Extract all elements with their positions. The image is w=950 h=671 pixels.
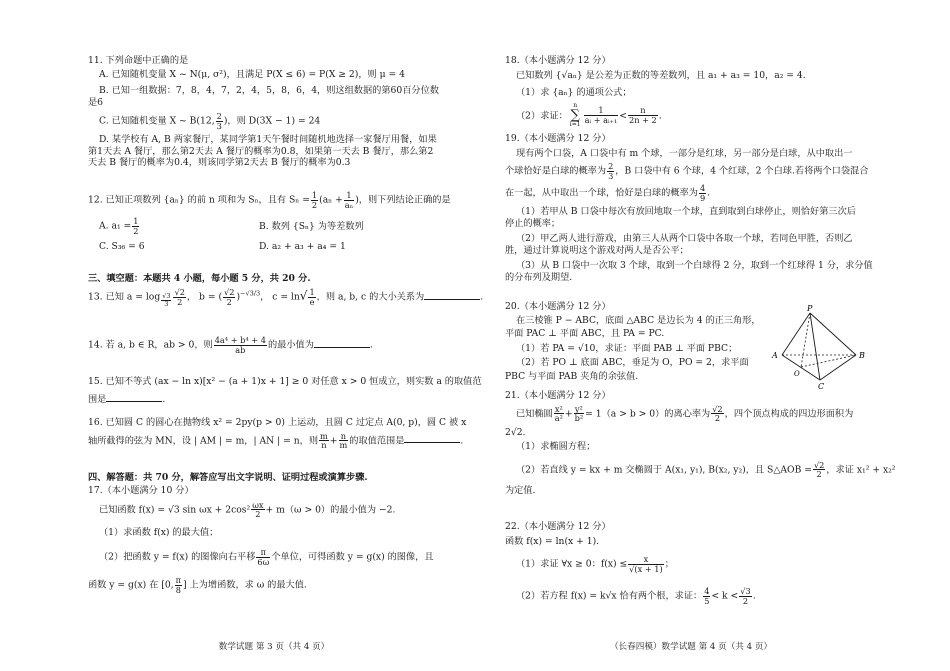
q12-option-a [99,217,259,235]
q17-head: 17.（本小题满分 10 分） [88,485,194,496]
q11-stem: 11. 下列命题中正确的是 [88,55,189,66]
q12-inv-den: aₙ [344,199,354,210]
q13-b-exp: −√3/3 [240,289,261,298]
question-14 [88,336,460,354]
q12-stem [88,191,460,209]
q13-c-den: e [309,296,315,307]
q21-p2-pre: （2）若直线 y = kx + m 交椭圆于 A(x₁, y₁), B(x₂, y₂)，且 S△AOB = [516,464,812,476]
q13-a-den: 2 [177,296,183,307]
left-page-footer: 数学试题 第 3 页（共 4 页） [218,642,330,652]
q21-e-num: √2 [712,403,723,414]
q21-y-frac [574,405,585,423]
q11-option-a: A. 已知随机变量 X ~ N(μ, σ²)，且满足 P(X ≤ 6) = P(X ≥ 2)，则 μ = 4 [99,68,405,80]
q11-c-pre: C. 已知随机变量 X ~ B(12, [99,115,215,127]
q17-shift-frac [256,548,270,566]
question-12 [88,191,460,253]
q14-pre: 14. 若 a, b ∈ R，ab > 0，则 [88,339,213,351]
q20-head: 20.（本小题满分 12 分） [505,301,611,312]
q20-part2: （2）若 PO ⊥ 底面 ABC，垂足为 O，PO = 2，求平面 [516,357,749,368]
q13-answer-blank[interactable] [424,291,480,300]
q13-pre: 13. 已知 a = log [88,291,161,303]
question-21 [505,390,896,496]
q13-c-frac [308,288,315,306]
label-b: B [859,351,865,360]
q22-k1-frac [703,587,710,605]
q21-line2: 2√2. [505,426,526,438]
q16-plus: + [329,435,338,447]
q13-base-num: √3 [162,291,171,300]
q16-l2-post: 的取值范围是 [349,435,405,447]
q13-c-pre: ， c = ln [260,291,300,303]
q22-k2-frac [739,587,751,605]
q11-c-post: )，则 D(3X − 1) = 24 [223,115,321,127]
q21-l1-mid: = 1（a > b > 0）的离心率为 [585,408,711,420]
question-20 [505,301,877,391]
q11-option-d-cont2: 天去 B 餐厅的概率为0.4，则该同学第2天去 B 餐厅的概率为0.3 [88,157,351,169]
q18-sum-limits [569,103,582,129]
q11-option-b-cont: 是6 [88,96,104,108]
q12-option-d: D. a₂ + a₃ + a₄ = 1 [259,241,346,253]
q15-l2: 围是 [88,393,107,405]
q11-option-d: D. 某学校有 A, B 两家餐厅，某同学第1天午餐时间随机地选择一家餐厅用餐，如果 [99,134,437,146]
label-c: C [818,382,825,391]
q22-part1 [505,555,877,573]
q16-m-den: n [321,440,327,451]
question-15 [88,376,482,405]
q16-n-den: m [339,440,348,451]
q11-c-fraction [216,112,223,130]
q15-line1: 15. 已知不等式 (ax − ln x)[x² − (a + 1)x + 1] ≥ 0 对任意 x > 0 恒成立，则实数 a 的取值范 [88,376,482,387]
q17-p3-post: ] 上为增函数，求 ω 的最大值. [183,580,307,592]
section-4-heading: 四、解答题：共 70 分，解答应写出文字说明、证明过程或演算步骤. [88,472,368,483]
q21-y-den: b² [574,413,584,424]
q21-x-den: a² [554,413,563,424]
q14-line: 14. 若 a, b ∈ R，ab > 0，则 $\frac{\text{4a⁴ + b⁴ + 4}}{ab}$ 的最小值为 . [88,335,373,355]
q12-options-row1 [88,217,460,235]
q21-l1-post: ，四个顶点构成的四边形面积为 [724,408,854,420]
q13-b-pre: ， b = ( [186,291,223,303]
q18-sum-frac [584,106,619,124]
q17-line1 [88,501,460,519]
q19-l2-post: ，B 口袋中有 6 个球，4 个红球，2 个白球.若将两个口袋混合 [615,165,869,177]
q19-line2 [505,162,877,180]
q12-stem-mid: (aₙ + [319,194,343,206]
edge-pa [782,313,810,355]
q12-a-pre: A. a₁ = [99,220,132,232]
q17-frac-num: ωx [252,499,264,510]
q12-inv [344,191,354,209]
q22-line1: 函数 f(x) = ln(x + 1). [505,535,600,547]
q21-s-num: √2 [813,459,825,470]
q20-part1: （1）若 PA = √10，求证：平面 PAB ⊥ 平面 PBC； [516,342,738,354]
q16-l2-pre: 轴所截得的弦为 MN，设 | AM | = m，| AN | = n，则 [88,435,319,447]
q14-post: 的最小值为 [267,339,314,351]
q19-p-frac [607,162,614,180]
q20-part2-cont: PBC 与平面 PAB 夹角的余弦值. [505,370,639,382]
q16-n-num: n [339,432,349,442]
q13-b-frac [223,288,235,306]
question-17 [88,485,460,595]
q19-q-num: 4 [699,183,706,194]
q18-sum-den: aᵢ + aᵢ₊₁ [584,114,618,125]
q21-e-frac [711,405,723,423]
question-22 [505,521,877,605]
q22-head: 22.（本小题满分 12 分） [505,521,611,532]
tetrahedron-figure [770,305,874,391]
question-19 [505,133,877,283]
q19-part1: （1）若甲从 B 口袋中每次有放回地取一个球，直到取到白球停止，则恰好第三次后 [516,206,856,218]
q21-s-frac [813,461,825,479]
q15-answer-blank[interactable] [106,393,162,402]
q20-line2: 平面 PAC ⊥ 平面 ABC，且 PA = PC. [505,328,665,339]
q22-mid: < k < [711,590,739,602]
q17-int-den: 8 [175,585,181,596]
q12-a-frac [132,217,139,235]
q21-e-den: 2 [714,413,721,424]
q13-log-base [161,293,171,308]
q17-frac-den: 2 [255,509,261,520]
q19-part3-cont: 的分布列及期望. [505,271,573,283]
q18-sum-bottom: i=1 [569,120,581,128]
q19-part2-cont: 胜，通过计算说明这个游戏对两人是否公平； [505,244,689,256]
q19-l3-post: . [707,187,711,199]
q12-half-den: 2 [311,199,318,210]
q17-shift-num: π [256,548,270,558]
q16-answer-blank[interactable] [404,434,460,443]
q22-p1-pre: （1）求证 ∀x ≥ 0：f(x) ≤ [516,558,628,570]
q11-option-b: B. 已知一组数据：7，8，4，7，2，4，5，8，6，4，则这组数据的第60百分位数 [99,85,439,96]
q12-option-c: C. S₃₆ = 6 [99,241,145,253]
q21-head: 21.（本小题满分 12 分） [505,390,611,401]
q19-l3-pre: 在一起，从中取出一个球，恰好是白球的概率为 [505,187,698,199]
q20-line1: 在三棱锥 P − ABC，底面 △ABC 是边长为 4 的正三角形， [516,314,761,326]
q16-nm-frac [339,432,349,450]
q22-k1-num: 4 [704,586,710,597]
q12-half-num: 1 [311,190,318,200]
q14-answer-blank[interactable] [314,339,370,348]
q11-c-den: 3 [216,120,222,131]
q16-line1: 16. 已知圆 C 的圆心在抛物线 x² = 2py(p > 0) 上运动，且圆 C 过定点 A(0, p)，圆 C 被 x [88,417,467,428]
q13-post: ，则 a, b, c 的大小关系为 [316,291,425,303]
q19-line1: 现有两个口袋，A 口袋中有 m 个球，一部分是红球，另一部分是白球，从中取出一 [516,147,853,159]
q19-l2-pre: 个球恰好是白球的概率为 [505,165,607,177]
q13-b-num: √2 [224,287,235,297]
q22-k2-num: √3 [740,586,751,597]
q16-line2: 轴所截得的弦为 MN，设 | AM | = m，| AN | = n，则 $\frac{m}{n}$ + $\frac{n}{m}$ 的取值范围是 . [88,430,464,451]
q17-int-frac [175,576,182,594]
question-13 [88,287,484,308]
q13-a-frac [173,288,185,306]
q22-p1-frac [628,555,664,573]
q18-sum-num: 1 [584,106,619,116]
q13-base-den: 3 [164,299,169,308]
edge-ac [782,355,820,380]
q13-c-num: 1 [309,287,315,297]
q22-p1-post: ； [664,558,674,570]
q17-l1-pre: 已知函数 f(x) = √3 sin ωx + 2cos² [99,504,251,516]
q12-stem-post: )，则下列结论正确的是 [355,194,451,206]
q17-p2-post: 个单位，可得函数 y = g(x) 的图像，且 [271,551,434,563]
q17-frac [251,501,264,519]
question-18 [505,55,877,128]
q21-line1 [505,405,877,423]
q17-p3-pre: 函数 y = g(x) 在 [0, [88,580,174,592]
q11-option-d-cont1: 第1天去 A 餐厅，那么第2天去 A 餐厅的概率为0.8，如果第一天去 B 餐厅，那么第2 [88,145,434,157]
q18-rhs-den: 2n + 2 [629,114,657,125]
label-p: P [807,305,813,313]
q13-b-den: 2 [226,296,232,307]
question-16 [88,417,467,451]
label-a: A [772,351,778,360]
q21-p2-post: ，求证 x₁² + x₂² [826,464,896,476]
q12-options-row2 [88,241,460,253]
q19-part3: （3）从 B 口袋中一次取 3 个球，取到一个白球得 2 分，取到一个红球得 1 分，求分值 [516,260,873,272]
q14-den: ab [235,344,246,355]
q19-part1-cont: 停止的概率； [505,217,561,229]
question-11 [88,55,460,169]
q13-a-num: √2 [174,287,185,297]
q11-option-c [88,112,460,130]
edge-po-hidden [801,313,810,367]
q12-inv-num: 1 [344,191,354,201]
q16-m-num: m [320,430,328,441]
edge-pc [810,313,820,380]
q21-s-den: 2 [816,469,822,480]
q21-part1: （1）求椭圆方程； [516,441,596,453]
q21-x-num: x² [554,403,563,414]
right-page-footer: （长春四模）数学试题 第 4 页（共 4 页） [609,642,773,652]
q13-line: 13. 已知 a = log $\frac{√3}{3}$ $\frac{√2}{2}$ ， b = ( $\frac{√2}{2}$ )$^{-√3/3}$， c = ln√ $\frac{1}{e}$ ，则 a, b, c 的大小关系为 . [88,287,484,308]
q22-k1-den: 5 [704,595,710,606]
q14-num: 4a⁴ + b⁴ + 4 [214,335,266,345]
q21-y-num: y² [574,403,583,414]
q17-l1-post: + m（ω > 0）的最小值为 −2. [265,504,396,516]
label-o: O [794,370,800,378]
q22-k2-den: 2 [742,595,749,606]
q18-sum-top: n [573,101,578,109]
q21-part2-cont: 为定值. [505,484,536,496]
q11-c-num: 2 [216,111,222,121]
q19-head: 19.（本小题满分 12 分） [505,133,611,144]
q22-p1-num: x [628,555,664,565]
q19-line3 [505,184,877,202]
q12-a-den: 2 [133,225,139,236]
q22-p2-pre: （2）若方程 f(x) = k√x 恰有两个根，求证： [516,590,703,602]
q21-x-frac [554,405,564,423]
q12-half [311,191,318,209]
q18-lt: < [619,109,627,121]
q18-rhs-num: n [628,106,658,116]
q18-head: 18.（本小题满分 12 分） [505,55,611,66]
q15-line2: 围是 . [88,393,166,405]
q21-part2 [505,459,896,480]
q18-rhs-frac [628,106,658,124]
q14-frac [214,336,267,354]
right-page [505,0,896,671]
q19-q-frac [699,184,706,202]
q12-a-num: 1 [133,216,139,227]
q22-p2-post: . [752,590,756,602]
q19-part2: （2）甲乙两人进行游戏，由第三人从两个口袋中各取一个球，若同色甲胜，否则乙 [516,233,853,245]
q22-part2 [505,587,877,605]
q21-plus: + [564,408,573,420]
left-page [88,0,484,671]
q17-part1: （1）求函数 f(x) 的最大值； [99,526,219,538]
q18-part2: （2）求证： n ∑ i=1 $\frac{1}{\text{aᵢ + aᵢ₊₁}}$ < $\frac{n}{2n + 2}$ . [516,101,662,128]
q19-p-num: 2 [608,161,614,171]
sigma-icon: ∑ [570,107,580,123]
edge-pb [810,313,856,355]
q12-option-b: B. 数列 {Sₙ} 为等差数列 [259,221,364,233]
q18-part1: （1）求 {aₙ} 的通项公式； [516,87,632,98]
q19-p-den: 3 [608,170,614,181]
q18-line1: 已知数列 {√aₙ} 是公差为正数的等差数列，且 a₁ + a₃ = 10，a₂ = 4. [516,69,806,81]
q18-p2-pre: （2）求证： [516,109,568,121]
q16-mn-frac [319,432,329,450]
q17-part2 [88,548,460,566]
q19-q-den: 9 [699,192,706,203]
section-3-heading: 三、填空题：本题共 4 小题，每小题 5 分，共 20 分. [88,273,311,284]
q17-part3 [88,576,460,594]
q17-p2-pre: （2）把函数 y = f(x) 的图像向右平移 [99,551,256,563]
q22-p1-den: √(x + 1) [629,563,663,574]
q17-shift-den: 6ω [257,556,270,567]
q12-stem-pre: 12. 已知正项数列 {aₙ} 的前 n 项和为 Sₙ，且有 Sₙ = [88,194,310,206]
q17-int-num: π [175,575,182,586]
q21-l1-pre: 已知椭圆 [516,408,553,420]
